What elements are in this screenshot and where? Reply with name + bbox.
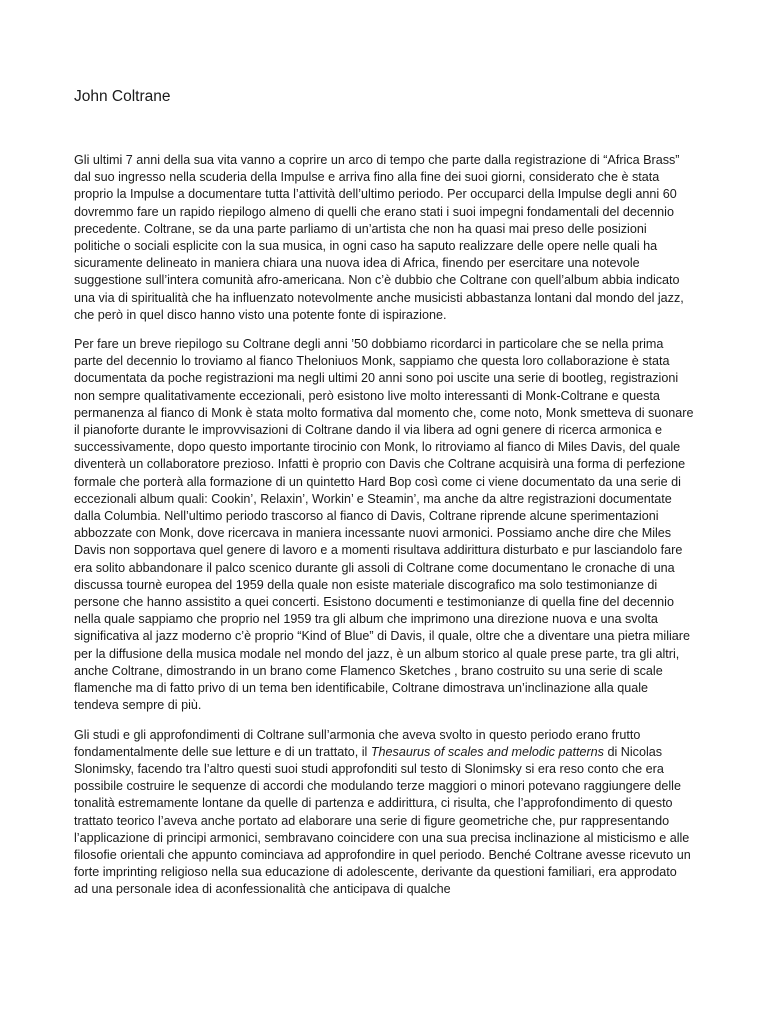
paragraph-3-after: di Nicolas Slonimsky, facendo tra l’altro questi suoi studi approfonditi sul testo di Slonimsky si era reso conto che era possibile costruire le sequenze di accordi che modulando terze maggiori o minori potevano raggiungere delle tonalità estremamente lontane da quelle di partenza e addirittura, ci risulta, che l’approfondimento di questo trattato teorico l’aveva anche portato ad elaborare una serie di figure geometriche che, pur rappresentando l’applicazione di principi armonici, sembravano coincidere con una sua precisa inclinazione al misticismo e alle filosofie orientali che appunto cominciava ad approfondire in quel periodo. Benché Coltrane avesse ricevuto un forte imprinting religioso nella sua educazione di adolescente, derivante da questioni familiari, era approdato ad una personale idea di aconfessionalità che anticipava di qualche	[74, 744, 691, 897]
paragraph-2: Per fare un breve riepilogo su Coltrane degli anni ’50 dobbiamo ricordarci in particolare che se nella prima parte del decennio lo troviamo al fianco Theloniuos Monk, sappiamo che questa loro collaborazione è stata documentata da poche registrazioni ma negli ultimi 20 anni sono poi uscite una serie di bootleg, registrazioni non sempre qualitativamente eccezionali, però esistono live molto interessanti di Monk-Coltrane e questa permanenza al fianco di Monk è stata molto formativa dal momento che, come noto, Monk smetteva di suonare il pianoforte durante le improvvisazioni di Coltrane dando il via libera ad ogni genere di ricerca armonica e successivamente, dopo questo importante tirocinio con Monk, lo ritroviamo al fianco di Miles Davis, del quale diventerà un collaboratore prezioso. Infatti è proprio con Davis che Coltrane acquisirà una forma di perfezione formale che porterà alla formazione di un quintetto Hard Bop così come ci viene documentato da una serie di eccezionali album quali: Cookin’, Relaxin’, Workin’ e Steamin’, ma anche da altre registrazioni documentate dalla Columbia. Nell’ultimo periodo trascorso al fianco di Davis, Coltrane riprende alcune sperimentazioni abbozzate con Monk, dove ricercava in maniera incessante nuovi armonici. Possiamo anche dire che Miles Davis non sopportava quel genere di lavoro e a momenti risultava addirittura disturbato e pur lasciandolo fare era solito abbandonare il palco scenico durante gli assoli di Coltrane come documentano le cronache di una discussa tournè europea del 1959 della quale non esiste materiale discografico ma solo testimonianze di persone che hanno assistito a quei concerti. Esistono documenti e testimonianze di quella fine del decennio nella quale sappiamo che proprio nel 1959 tra gli album che imprimono una direzione nuova e una svolta significativa al jazz moderno c’è proprio “Kind of Blue” di Davis, il quale, oltre che a diventare una pietra miliare per la diffusione della musica modale nel mondo del jazz, è un album storico al quale prese parte, tra gli altri, anche Coltrane, dimostrando in un brano come Flamenco Sketches , brano costruito su una serie di scale flamenche ma di fatto privo di un tema ben identificabile, Coltrane dimostrava un’inclinazione alla quale tendeva sempre di più.	[74, 337, 694, 713]
book-title: Thesaurus of scales and melodic patterns	[370, 744, 604, 759]
paragraph-1: Gli ultimi 7 anni della sua vita vanno a coprire un arco di tempo che parte dalla registrazione di “Africa Brass” dal suo ingresso nella scuderia della Impulse e arriva fino alla fine dei suoi giorni, considerato che è stata proprio la Impulse a documentare tutta l’attività dell’ultimo periodo. Per occuparci della Impulse degli anni 60 dovremmo fare un rapido riepilogo almeno di quelli che erano stati i suoi impegni fondamentali del decennio precedente. Coltrane, se da una parte parliamo di un’artista che non ha quasi mai preso delle posizioni politiche o sociali esplicite con la sua musica, in ogni caso ha saputo realizzare delle opere nelle quali ha sicuramente delineato in maniera chiara una nuova idea di Africa, finendo per esercitare una notevole suggestione sull’intera comunità afro-americana. Non c’è dubbio che Coltrane con quell’album abbia indicato una via di spiritualità che ha influenzato notevolmente anche musicisti abbastanza lontani dal mondo del jazz, che però in quel disco hanno visto una potente fonte di ispirazione.	[74, 153, 684, 322]
paragraph-3-before: Gli studi e gli approfondimenti di Coltrane sull’armonia che aveva svolto in questo periodo erano frutto fondamentalmente delle sue letture e di un trattato, il	[74, 727, 641, 759]
paragraph-3	[74, 727, 694, 899]
document-title: John Coltrane	[74, 88, 171, 105]
document-body	[74, 152, 694, 911]
